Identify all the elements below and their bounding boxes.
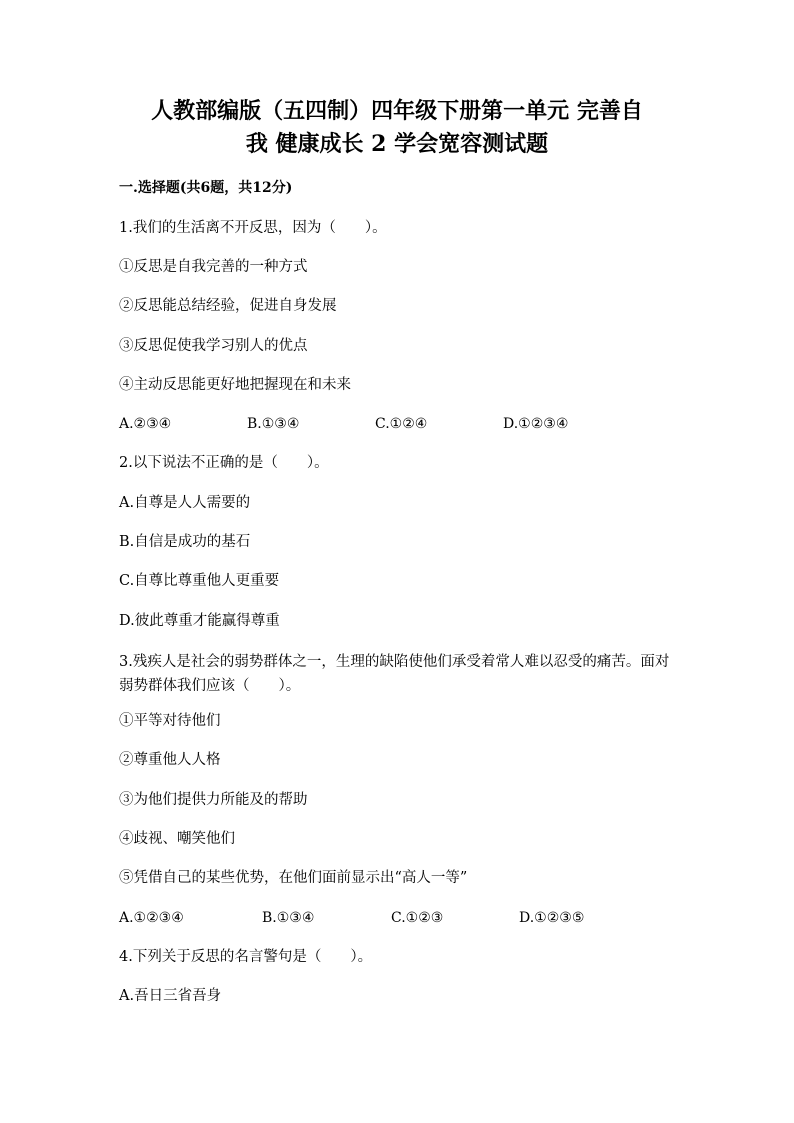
question-3-option-a: A.①②③④ xyxy=(119,910,184,926)
question-2-option-d: D.彼此尊重才能赢得尊重 xyxy=(119,613,280,629)
question-2-option-a: A.自尊是人人需要的 xyxy=(119,495,251,511)
question-2-option-c: C.自尊比尊重他人更重要 xyxy=(119,573,280,589)
question-1-item-1: ①反思是自我完善的一种方式 xyxy=(119,259,308,275)
question-1-item-2: ②反思能总结经验，促进自身发展 xyxy=(119,298,337,314)
question-3-option-c: C.①②③ xyxy=(391,910,444,926)
question-1-option-a: A.②③④ xyxy=(119,416,172,432)
question-3-stem: 3.残疾人是社会的弱势群体之一，生理的缺陷使他们承受着常人难以忍受的痛苦。面对弱势群体我们应该（ ）。 xyxy=(119,654,670,694)
question-3-item-2: ②尊重他人人格 xyxy=(119,752,221,768)
question-1-option-b: B.①③④ xyxy=(247,416,300,432)
question-1-item-3: ③反思促使我学习别人的优点 xyxy=(119,338,308,354)
question-1-option-d: D.①②③④ xyxy=(503,416,569,432)
question-1-option-c: C.①②④ xyxy=(375,416,428,432)
question-1-item-4: ④主动反思能更好地把握现在和未来 xyxy=(119,377,351,393)
question-4-stem: 4.下列关于反思的名言警句是（ ）。 xyxy=(119,949,373,965)
question-4-option-a: A.吾日三省吾身 xyxy=(119,988,222,1004)
question-2-stem: 2.以下说法不正确的是（ ）。 xyxy=(119,455,329,471)
section-heading: 一.选择题(共6题，共12分) xyxy=(119,180,293,196)
document-title-line-1: 人教部编版（五四制）四年级下册第一单元 完善自 xyxy=(151,98,643,124)
question-2-option-b: B.自信是成功的基石 xyxy=(119,534,251,550)
question-1-stem: 1.我们的生活离不开反思，因为（ ）。 xyxy=(119,220,387,236)
question-3-item-1: ①平等对待他们 xyxy=(119,713,221,729)
document-title-line-2: 我 健康成长 2 学会宽容测试题 xyxy=(245,131,549,157)
question-3-option-d: D.①②③⑤ xyxy=(519,910,585,926)
question-3-item-5: ⑤凭借自己的某些优势，在他们面前显示出“高人一等” xyxy=(119,870,468,886)
question-3-item-4: ④歧视、嘲笑他们 xyxy=(119,831,235,847)
question-3-item-3: ③为他们提供力所能及的帮助 xyxy=(119,792,308,808)
question-3-option-b: B.①③④ xyxy=(262,910,315,926)
